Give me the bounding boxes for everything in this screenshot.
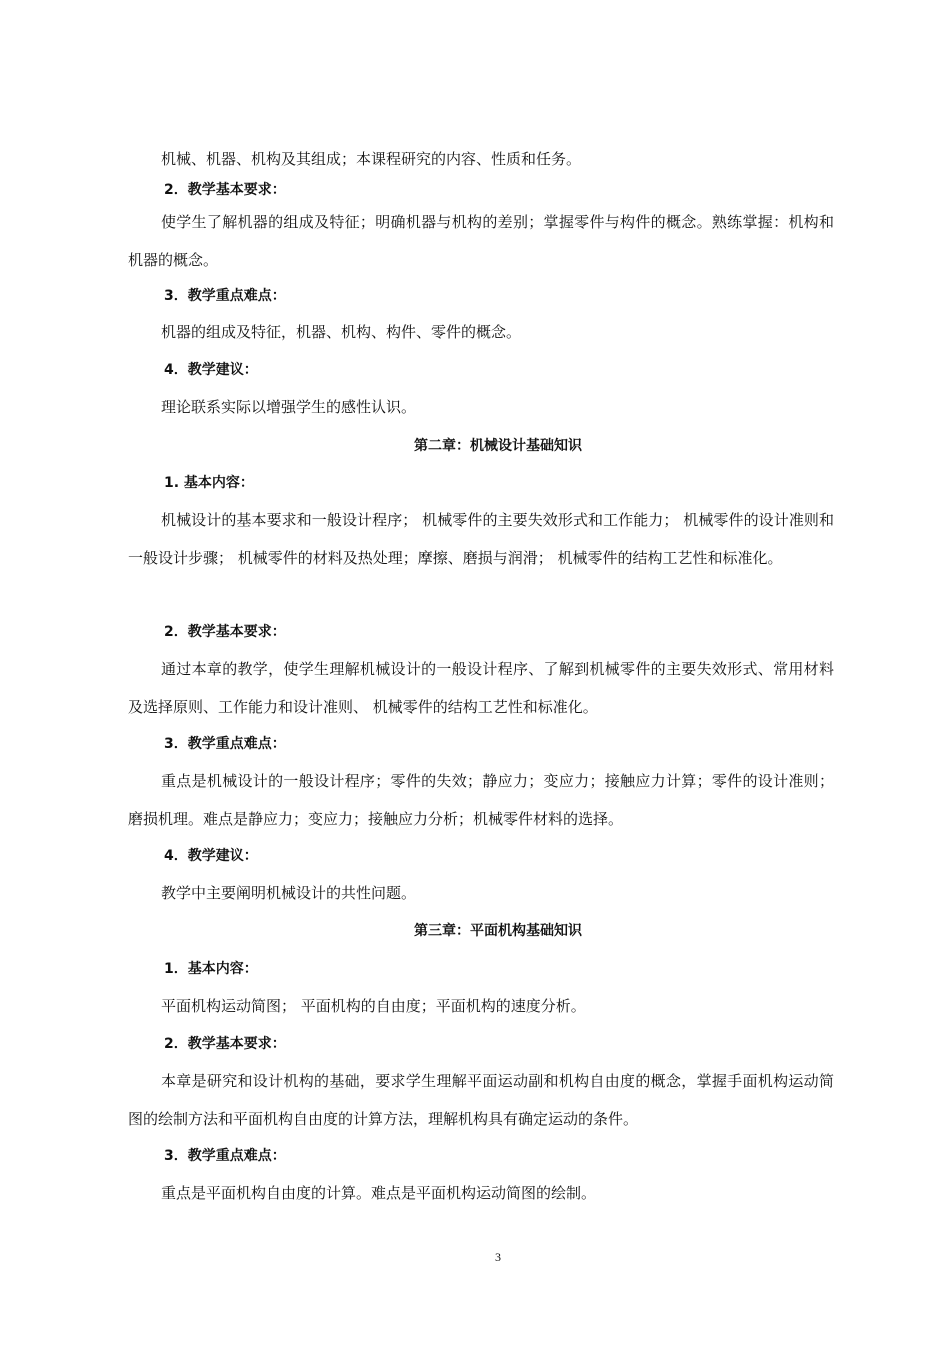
ch2-keypoints-heading: 3．教学重点难点： xyxy=(164,736,286,752)
ch3-requirements-text: 本章是研究和设计机构的基础，要求学生理解平面运动副和机构自由度的概念，掌握手面机构运动简图的绘制方法和平面机构自由度的计算方法，理解机构具有确定运动的条件。 xyxy=(128,1072,834,1128)
ch1-suggestion-heading: 4．教学建议： xyxy=(164,362,258,378)
ch3-content-text: 平面机构运动简图； 平面机构的自由度；平面机构的速度分析。 xyxy=(161,997,586,1015)
ch1-requirements-heading: 2．教学基本要求： xyxy=(164,182,286,198)
page-number: 3 xyxy=(495,1250,501,1264)
ch2-content-text: 机械设计的基本要求和一般设计程序； 机械零件的主要失效形式和工作能力； 机械零件的设计准则和一般设计步骤； 机械零件的材料及热处理；摩擦、磨损与润滑； 机械零件的结构工艺性和标准化。 xyxy=(128,511,834,567)
ch2-suggestion-text: 教学中主要阐明机械设计的共性问题。 xyxy=(161,884,417,902)
ch1-requirements-text: 使学生了解机器的组成及特征；明确机器与机构的差别；掌握零件与构件的概念。熟练掌握：机构和机器的概念。 xyxy=(128,213,834,269)
ch2-requirements-heading: 2．教学基本要求： xyxy=(164,624,286,640)
ch3-keypoints-heading: 3．教学重点难点： xyxy=(164,1148,286,1164)
intro-paragraph: 机械、机器、机构及其组成；本课程研究的内容、性质和任务。 xyxy=(161,150,582,168)
ch1-suggestion-text: 理论联系实际以增强学生的感性认识。 xyxy=(161,398,417,416)
chapter-2-title: 第二章：机械设计基础知识 xyxy=(414,438,582,454)
ch3-keypoints-text: 重点是平面机构自由度的计算。难点是平面机构运动简图的绘制。 xyxy=(161,1184,597,1202)
ch2-suggestion-heading: 4．教学建议： xyxy=(164,848,258,864)
ch1-keypoints-text: 机器的组成及特征，机器、机构、构件、零件的概念。 xyxy=(161,323,522,341)
ch2-requirements-text: 通过本章的教学，使学生理解机械设计的一般设计程序、了解到机械零件的主要失效形式、常用材料及选择原则、工作能力和设计准则、 机械零件的结构工艺性和标准化。 xyxy=(128,660,834,716)
ch3-requirements-heading: 2．教学基本要求： xyxy=(164,1036,286,1052)
chapter-3-title: 第三章：平面机构基础知识 xyxy=(414,923,582,939)
ch3-content-heading: 1．基本内容： xyxy=(164,961,258,977)
ch2-content-heading: 1. 基本内容： xyxy=(164,475,254,491)
ch2-keypoints-text: 重点是机械设计的一般设计程序；零件的失效；静应力；变应力；接触应力计算；零件的设计准则；磨损机理。难点是静应力；变应力；接触应力分析；机械零件材料的选择。 xyxy=(128,772,834,828)
ch1-keypoints-heading: 3．教学重点难点： xyxy=(164,288,286,304)
